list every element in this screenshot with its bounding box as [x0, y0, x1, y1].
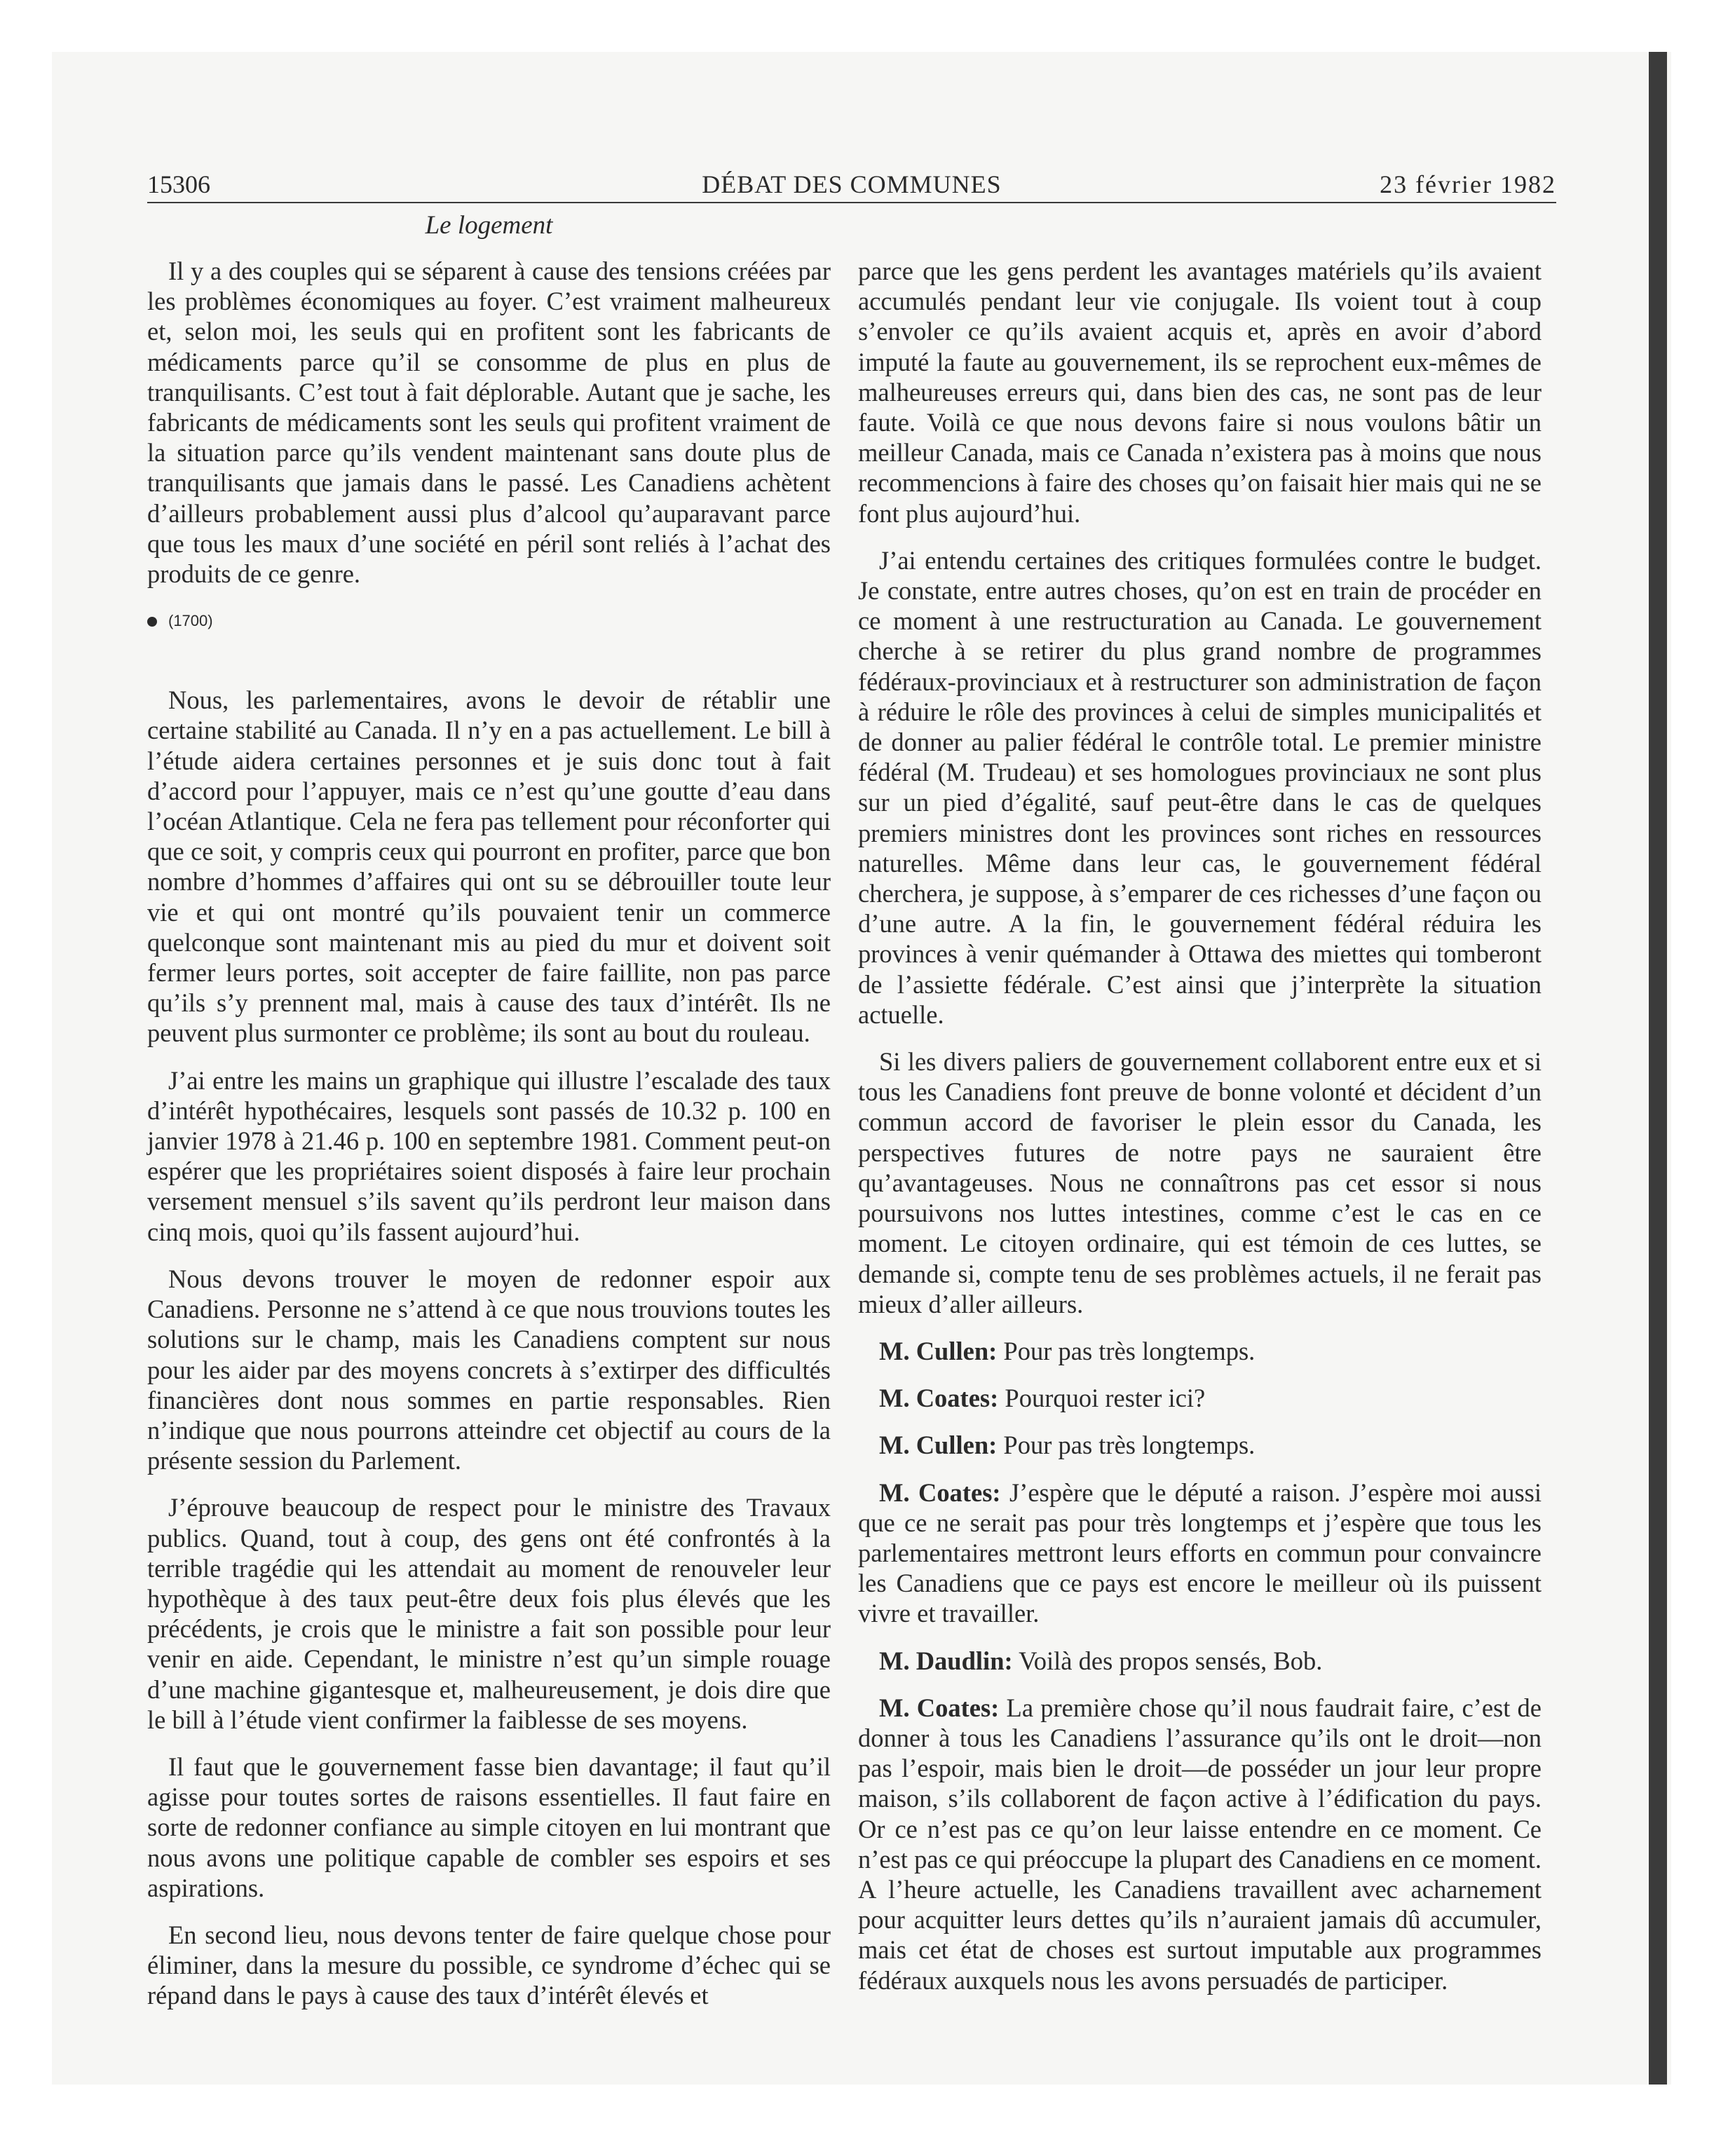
time-marker-label: (1700) — [168, 612, 213, 630]
speech-text: J’espère que le député a raison. J’espère moi aussi que ce ne serait pas pour très longtemps et j’espère que tous les parlementaires mettront leurs efforts en commun pour convaincre les Canadiens que ce pays est encore le meilleur où ils puissent vivre et travailler. — [858, 1478, 1542, 1628]
publication-title: DÉBAT DES COMMUNES — [702, 170, 1002, 198]
speech — [858, 1693, 1542, 1995]
speaker-name: M. Cullen: — [879, 1336, 998, 1365]
paragraph: J’ai entre les mains un graphique qui illustre l’escalade des taux d’intérêt hypothécaires, lesquels sont passés de 10.32 p. 100 en janvier 1978 à 21.46 p. 100 en septembre 1981. Comment peut-on espérer que les propriétaires soient disposés à faire leur prochain versement mensuel s’ils savent qu’ils perdront leur maison dans cinq mois, quoi qu’ils fassent aujourd’hui. — [147, 1065, 831, 1246]
speech — [858, 1646, 1542, 1676]
left-column — [147, 256, 831, 2028]
right-column — [858, 256, 1542, 2012]
paragraph: Si les divers paliers de gouvernement collaborent entre eux et si tous les Canadiens font preuve de bonne volonté et décident d’un commun accord de favoriser le plein essor du Canada, les perspectives futures de notre pays ne sauraient être qu’avantageuses. Nous ne connaîtrons pas cet essor si nous poursuivons nos luttes intestines, comme c’est le cas en ce moment. Le citoyen ordinaire, qui est témoin de ces luttes, se demande si, compte tenu de ses problèmes actuels, il ne ferait pas mieux d’aller ailleurs. — [858, 1047, 1542, 1318]
paragraph: J’éprouve beaucoup de respect pour le ministre des Travaux publics. Quand, tout à coup, des gens ont été confrontés à la terrible tragédie qui les attendait au moment de renouveler leur hypothèque à des taux peut-être deux fois plus élevés que les précédents, je crois que le ministre a fait son possible pour leur venir en aide. Cependant, le ministre n’est qu’un simple rouage d’une machine gigantesque et, malheureusement, je dois dire que le bill à l’étude vient confirmer la faiblesse de ses moyens. — [147, 1493, 831, 1734]
speech-text: Pour pas très longtemps. — [1003, 1431, 1256, 1460]
speech — [858, 1336, 1542, 1366]
paragraph: Nous, les parlementaires, avons le devoir de rétablir une certaine stabilité au Canada. Il n’y en a pas actuellement. Le bill à l’étude aidera certaines personnes et je suis donc tout à fait d’accord pour l’appuyer, mais ce n’est qu’une goutte d’eau dans l’océan Atlantique. Cela ne fera pas tellement pour réconforter qui que ce soit, y compris ceux qui pourront en profiter, parce que bon nombre d’hommes d’affaires qui ont su se débrouiller toute leur vie et qui ont montré qu’ils pouvaient tenir un commerce quelconque sont maintenant mis au pied du mur et doivent soit fermer leurs portes, soit accepter de faire faillite, non pas parce qu’ils s’y prennent mal, mais à cause des taux d’intérêt. Ils ne peuvent plus surmonter ce problème; ils sont au bout du rouleau. — [147, 685, 831, 1048]
speech-text: Voilà des propos sensés, Bob. — [1019, 1646, 1323, 1675]
scan-edge-shadow — [1649, 52, 1667, 2085]
speech — [858, 1430, 1542, 1460]
speech — [858, 1383, 1542, 1413]
page-number: 15306 — [147, 170, 210, 198]
paragraph: Il faut que le gouvernement fasse bien davantage; il faut qu’il agisse pour toutes sortes de raisons essentielles. Il faut faire en sorte de redonner confiance au simple citoyen en lui montrant que nous avons une politique capable de combler ses espoirs et ses aspirations. — [147, 1752, 831, 1902]
speech-text: La première chose qu’il nous faudrait faire, c’est de donner à tous les Canadiens l’assurance qu’ils ont le droit—non pas l’espoir, mais bien le droit—de posséder un jour leur propre maison, s’ils collaborent de façon active à l’édification du pays. Or ce n’est pas ce qu’on leur laisse entendre en ce moment. Ce n’est pas ce qui préoccupe la plupart des Canadiens en ce moment. A l’heure actuelle, les Canadiens travaillent avec acharnement pour acquitter leurs dettes qu’ils n’auraient jamais dû accumuler, mais cet état de choses est surtout imputable aux programmes fédéraux auxquels nous les avons persuadés de participer. — [858, 1693, 1542, 1995]
publication-date: 23 février 1982 — [1380, 170, 1556, 198]
paragraph: Il y a des couples qui se séparent à cause des tensions créées par les problèmes économiques au foyer. C’est vraiment malheureux et, selon moi, les seuls qui en profitent sont les fabricants de médicaments parce qu’il se consomme de plus en plus de tranquilisants. C’est tout à fait déplorable. Autant que je sache, les fabricants de médicaments sont les seuls qui profitent vraiment de la situation parce qu’ils vendent maintenant sans doute plus de tranquilisants que jamais dans le passé. Les Canadiens achètent d’ailleurs probablement aussi plus d’alcool qu’auparavant parce que tous les maux d’une société en péril sont reliés à l’achat des produits de ce genre. — [147, 257, 831, 589]
speaker-name: M. Daudlin: — [879, 1646, 1013, 1675]
bullet-icon — [147, 617, 157, 627]
speech-text: Pour pas très longtemps. — [1003, 1336, 1256, 1365]
section-title: Le logement — [425, 211, 553, 240]
speech — [858, 1478, 1542, 1629]
speech-text: Pourquoi rester ici? — [1005, 1384, 1206, 1413]
paragraph: J’ai entendu certaines des critiques formulées contre le budget. Je constate, entre autres choses, qu’on est en train de procéder en ce moment à une restructuration au Canada. Le gouvernement cherche à se retirer du plus grand nombre de programmes fédéraux-provinciaux et à restructurer son administration de façon à réduire le rôle des provinces à celui de simples municipalités et de donner au palier fédéral le contrôle total. Le premier ministre fédéral (M. Trudeau) et ses homologues provinciaux ne sont plus sur un pied d’égalité, sauf peut-être dans le cas de quelques premiers ministres dont les provinces sont riches en ressources naturelles. Même dans leur cas, le gouvernement fédéral cherchera, je suppose, à s’emparer de ces richesses d’une façon ou d’une autre. A la fin, le gouvernement fédéral réduira les provinces à venir quémander à Ottawa des miettes qui tomberont de l’assiette fédérale. C’est ainsi que j’interprète la situation actuelle. — [858, 545, 1542, 1029]
paragraph: En second lieu, nous devons tenter de faire quelque chose pour éliminer, dans la mesure du possible, ce syndrome d’échec qui se répand dans le pays à cause des taux d’intérêt élevés et — [147, 1920, 831, 2010]
speaker-name: M. Coates: — [879, 1384, 999, 1413]
time-marker — [147, 606, 831, 636]
paragraph: Nous devons trouver le moyen de redonner espoir aux Canadiens. Personne ne s’attend à ce que nous trouvions toutes les solutions sur le champ, mais les Canadiens comptent sur nous pour les aider par des moyens concrets à s’extirper des difficultés financières dont nous sommes en partie responsables. Rien n’indique que nous pourrons atteindre cet objectif au cours de la présente session du Parlement. — [147, 1264, 831, 1475]
speaker-name: M. Coates: — [879, 1478, 1001, 1507]
speaker-name: M. Cullen: — [879, 1431, 998, 1460]
paragraph: parce que les gens perdent les avantages matériels qu’ils avaient accumulés pendant leur vie conjugale. Ils voient tout à coup s’envoler ce qu’ils avaient acquis et, après en avoir d’abord imputé la faute au gouvernement, ils se reprochent eux-mêmes de malheureuses erreurs qui, dans bien des cas, ne sont pas de leur faute. Voilà ce que nous devons faire si nous voulons bâtir un meilleur Canada, mais ce Canada n’existera pas à moins que nous recommencions à faire des choses qu’on faisait hier mais qui ne se font plus aujourd’hui. — [858, 257, 1542, 528]
speaker-name: M. Coates: — [879, 1693, 1000, 1722]
page-header — [147, 163, 1556, 203]
